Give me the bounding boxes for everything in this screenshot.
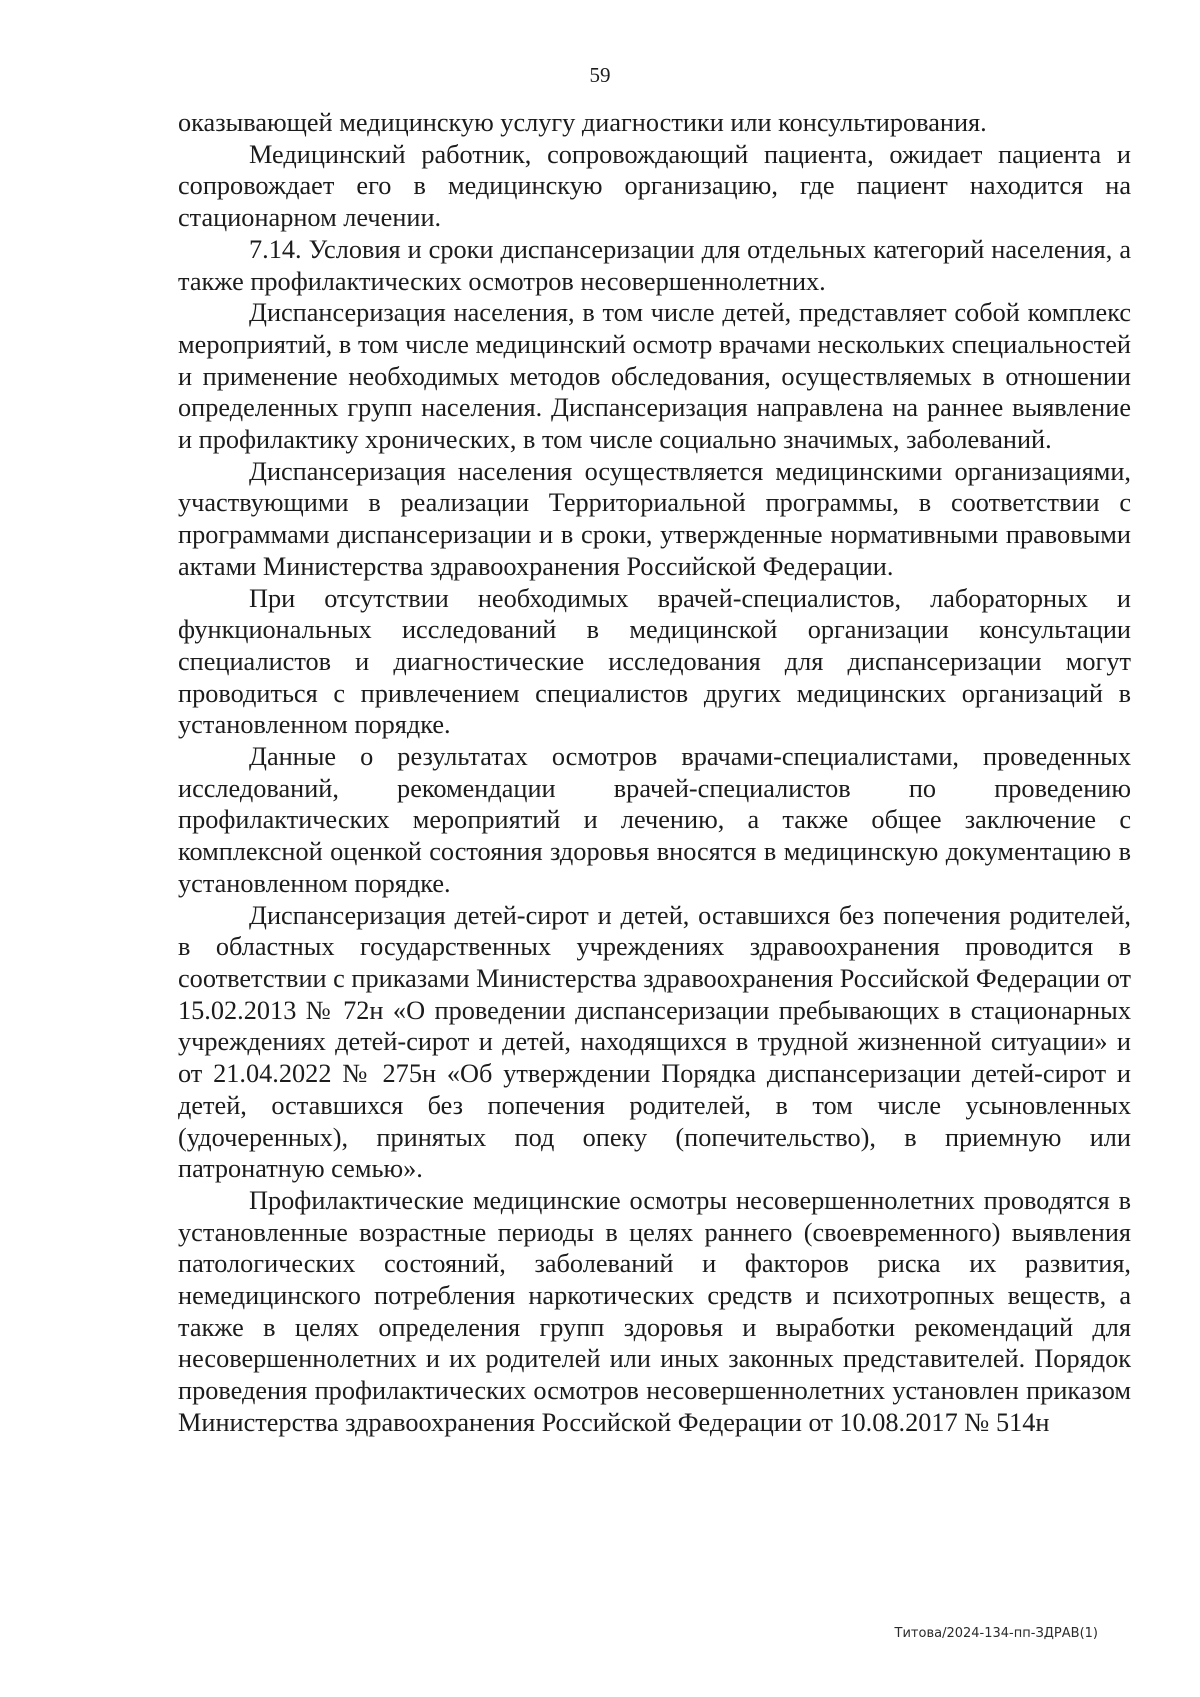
paragraph-absence-specialists: При отсутствии необходимых врачей-специалистов, лабораторных и функциональных исследований в медицинской организации консультации специалистов и диагностические исследования для диспансеризации могут проводиться с привлечением специалистов других медицинских организаций в установленном порядке. bbox=[178, 583, 1131, 740]
document-body bbox=[178, 107, 1131, 1439]
paragraph-dispensary-organizations: Диспансеризация населения осуществляется медицинскими организациями, участвующими в реализации Территориальной программы, в соответствии с программами диспансеризации и в сроки, утвержденные нормативными правовыми актами Министерства здравоохранения Российской Федерации. bbox=[178, 456, 1131, 581]
document-footer-code: Титова/2024-134-пп-ЗДРАВ(1) bbox=[894, 1626, 1098, 1641]
section-heading-7-14: 7.14. Условия и сроки диспансеризации для отдельных категорий населения, а также профилактических осмотров несовершеннолетних. bbox=[178, 234, 1131, 296]
paragraph-results-data: Данные о результатах осмотров врачами-специалистами, проведенных исследований, рекомендации врачей-специалистов по проведению профилактических мероприятий и лечению, а также общее заключение с комплексной оценкой состояния здоровья вносятся в медицинскую документацию в установленном порядке. bbox=[178, 742, 1131, 898]
paragraph-continuation: оказывающей медицинскую услугу диагностики или консультирования. bbox=[178, 108, 987, 137]
paragraph-escort: Медицинский работник, сопровождающий пациента, ожидает пациента и сопровождает его в медицинскую организацию, где пациент находится на стационарном лечении. bbox=[178, 139, 1131, 233]
paragraph-orphans: Диспансеризация детей-сирот и детей, оставшихся без попечения родителей, в областных государственных учреждениях здравоохранения проводится в соответствии с приказами Министерства здравоохранения Российской Федерации от 15.02.2013 № 72н «О проведении диспансеризации пребывающих в стационарных учреждениях детей-сирот и детей, находящихся в трудной жизненной ситуации» и от 21.04.2022 № 275н «Об утверждении Порядка диспансеризации детей-сирот и детей, оставшихся без попечения родителей, в том числе усыновленных (удочеренных), принятых под опеку (попечительство), в приемную или патронатную семью». bbox=[178, 900, 1131, 1184]
page-number: 59 bbox=[589, 63, 611, 87]
paragraph-minors-checkups: Профилактические медицинские осмотры несовершеннолетних проводятся в установленные возрастные периоды в целях раннего (своевременного) выявления патологических состояний, заболеваний и факторов риска их развития, немедицинского потребления наркотических средств и психотропных веществ, а также в целях определения групп здоровья и выработки рекомендаций для несовершеннолетних и их родителей или иных законных представителей. Порядок проведения профилактических осмотров несовершеннолетних установлен приказом Министерства здравоохранения Российской Федерации от 10.08.2017 № 514н bbox=[178, 1185, 1131, 1437]
paragraph-dispensary-definition: Диспансеризация населения, в том числе детей, представляет собой комплекс мероприятий, в том числе медицинский осмотр врачами нескольких специальностей и применение необходимых методов обследования, осуществляемых в отношении определенных групп населения. Диспансеризация направлена на раннее выявление и профилактику хронических, в том числе социально значимых, заболеваний. bbox=[178, 298, 1131, 455]
